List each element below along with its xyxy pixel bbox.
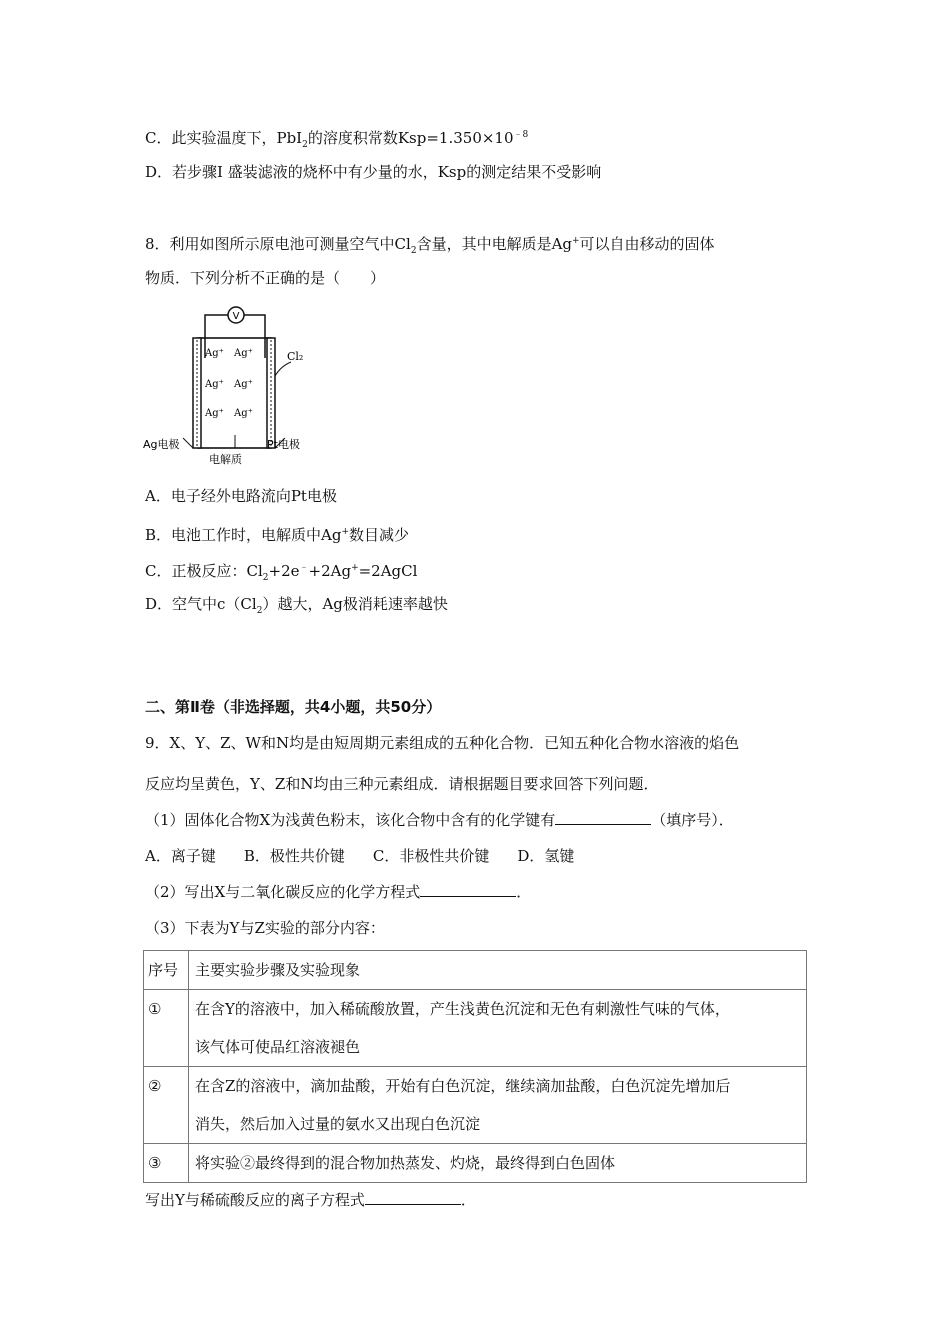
table-header: 序号 [144, 951, 189, 990]
answer-blank[interactable] [365, 1190, 461, 1205]
ion-label: Ag⁺ [234, 379, 253, 390]
table-row: ① 在含Y的溶液中，加入稀硫酸放置，产生浅黄色沉淀和无色有刺激性气味的气体， 该气体可使品红溶液褪色 [144, 990, 807, 1067]
q9-stem-line2: 反应均呈黄色，Y、Z和N均由三种元素组成．请根据题目要求回答下列问题． [145, 775, 659, 793]
q9-part1: （1）固体化合物X为浅黄色粉末，该化合物中含有的化学键有 （填序号）． [145, 811, 734, 829]
table-header: 主要实验步骤及实验现象 [189, 951, 807, 990]
galvanic-cell-figure [143, 300, 313, 465]
ag-electrode-label: Ag电极 [143, 438, 180, 451]
q8-option-a: A．电子经外电路流向Pt电极 [145, 487, 337, 505]
experiment-table [143, 950, 807, 1183]
table-header-row [144, 951, 807, 990]
answer-blank[interactable] [420, 882, 516, 897]
ion-label: Ag⁺ [205, 408, 224, 419]
q9-part4: 写出Y与稀硫酸反应的离子方程式 ． [145, 1191, 476, 1209]
q9-part2: （2）写出X与二氧化碳反应的化学方程式 ． [145, 883, 532, 901]
answer-blank[interactable] [555, 810, 651, 825]
q8-option-b: B．电池工作时，电解质中Ag+数目减少 [145, 526, 410, 544]
q8-stem-line1: 8．利用如图所示原电池可测量空气中$Cl_2$含量，其中电解质是Ag+可以自由移动的固体 [145, 235, 715, 256]
ion-label: Ag⁺ [234, 408, 253, 419]
chlorine-label: Cl₂ [287, 350, 304, 363]
q8-stem-line2: 物质．下列分析不正确的是（ ） [145, 269, 386, 287]
ion-label: Ag⁺ [205, 379, 224, 390]
table-row: ③ 将实验②最终得到的混合物加热蒸发、灼烧，最终得到白色固体 [144, 1144, 807, 1183]
voltmeter-label: V [232, 311, 240, 322]
q9-part3: （3）下表为Y与Z实验的部分内容： [145, 919, 385, 937]
q9-stem-line1: 9．X、Y、Z、W和N均是由短周期元素组成的五种化合物．已知五种化合物水溶液的焰色 [145, 734, 740, 752]
table-row: ② 在含Z的溶液中，滴加盐酸，开始有白色沉淀，继续滴加盐酸，白色沉淀先增加后 消失，然后加入过量的氨水又出现白色沉淀 [144, 1067, 807, 1144]
q7-option-c: C．此实验温度下，PbI$_2$的溶度积常数$Ksp=1.350\times 10^{﹣8}$ [145, 129, 529, 150]
q9-choices: A．离子键 B．极性共价键 C．非极性共价键 D．氢键 [145, 847, 575, 865]
ion-label: Ag⁺ [205, 348, 224, 359]
q8-option-d: D．空气中$c(Cl_2)$越大，Ag极消耗速率越快 [145, 595, 448, 616]
section-title: 二、第Ⅱ卷（非选择题，共4小题，共50分） [145, 698, 442, 716]
ion-label: Ag⁺ [234, 348, 253, 359]
pt-electrode-label: Pt电极 [267, 438, 300, 451]
electrolyte-label: 电解质 [209, 453, 242, 465]
q7-option-d: D．若步骤Ⅰ 盛装滤液的烧杯中有少量的水，Ksp的测定结果不受影响 [145, 163, 602, 181]
q8-option-c: C．正极反应：$Cl_2+2e^﹣+2Ag^+=2AgCl$ [145, 562, 418, 583]
